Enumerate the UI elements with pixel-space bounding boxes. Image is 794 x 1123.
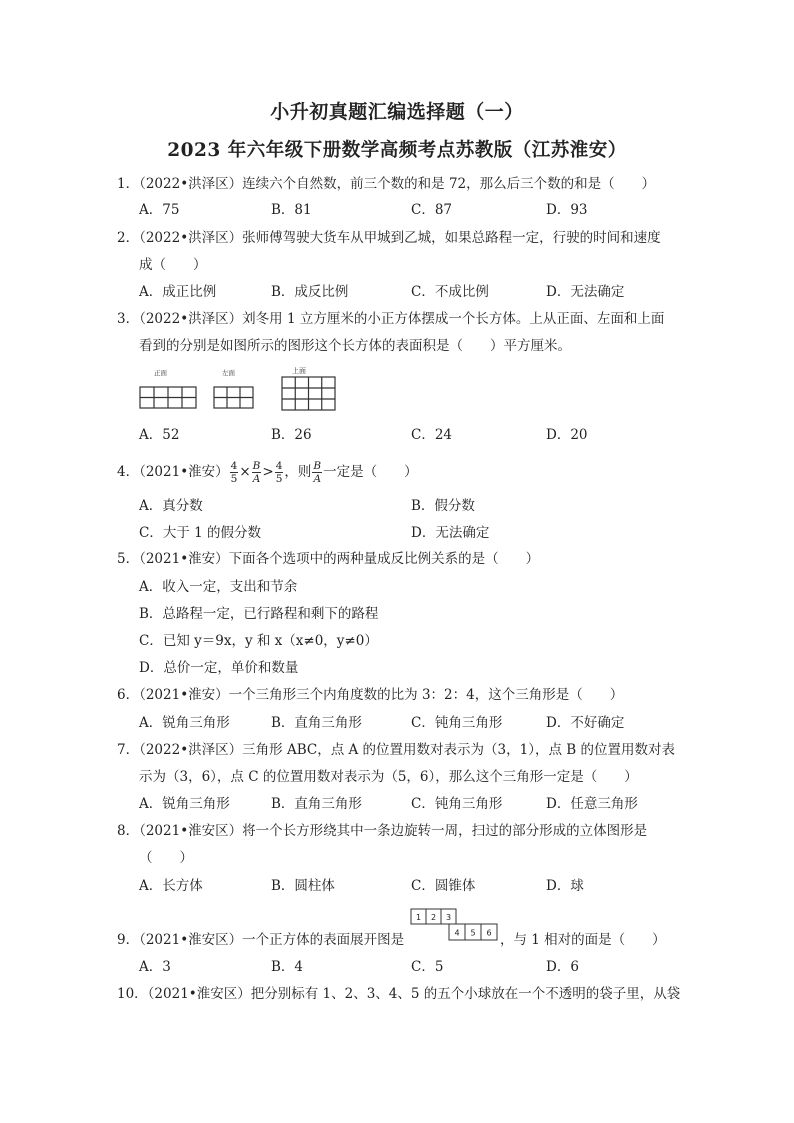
question-8-stem-line2: （ ） <box>139 850 193 866</box>
question-1-option-c: C．87 <box>411 202 453 218</box>
question-2-option-a: A．成正比例 <box>139 284 217 300</box>
fraction-b-a: $\frac{B}{A}$ <box>252 460 261 485</box>
question-3-option-a: A．52 <box>139 427 180 443</box>
page-subtitle: 2023 年六年级下册数学高频考点苏教版（江苏淮安） <box>167 140 627 161</box>
question-8-stem-line1: 8．（2021•淮安区）将一个长方形绕其中一条边旋转一周，扫过的部分形成的立体图形是 <box>117 823 648 839</box>
fraction-b-a-result: $\frac{B}{A}$ <box>313 460 322 485</box>
question-7-stem-line2: 示为（3，6），点 C 的位置用数对表示为（5，6），那么这个三角形一定是（ ） <box>139 769 638 785</box>
question-9-option-a: A．3 <box>139 959 171 975</box>
left-view-grid <box>214 387 253 408</box>
question-8-option-b: B．圆柱体 <box>271 878 335 894</box>
question-9-option-b: B．4 <box>271 959 304 975</box>
question-3-stem-line1: 3．（2022•洪泽区）刘冬用 1 立方厘米的小正方体摆成一个长方体。上从正面、左面和上面 <box>117 311 665 327</box>
net-label-2: 2 <box>430 913 437 922</box>
question-1-option-b: B．81 <box>271 202 312 218</box>
question-9-option-d: D．6 <box>546 959 579 975</box>
net-label-4: 4 <box>454 928 460 938</box>
question-3-option-b: B．26 <box>271 427 312 443</box>
net-label-6: 6 <box>486 928 492 938</box>
left-view-label: 左面 <box>222 369 235 377</box>
question-4-option-b: B．假分数 <box>411 498 475 514</box>
question-5-option-d: D．总价一定，单价和数量 <box>139 660 299 676</box>
question-7-option-c: C．钝角三角形 <box>411 796 503 812</box>
question-4-prefix: 4．（2021•淮安） <box>117 464 229 480</box>
question-2-stem-line2: 成（ ） <box>139 257 207 273</box>
question-5-option-a: A．收入一定，支出和节余 <box>139 579 298 595</box>
question-3-option-d: D．20 <box>546 427 588 443</box>
cube-net-figure <box>410 907 498 943</box>
question-8-option-a: A．长方体 <box>139 878 203 894</box>
question-3-stem-line2: 看到的分别是如图所示的图形这个长方体的表面积是（ ）平方厘米。 <box>139 338 571 354</box>
front-view-grid <box>140 387 196 408</box>
question-1-stem: 1．（2022•洪泽区）连续六个自然数，前三个数的和是 72，那么后三个数的和是（ ） <box>117 176 656 192</box>
question-6-stem: 6．（2021•淮安）一个三角形三个内角度数的比为 3：2：4，这个三角形是（ ） <box>117 687 624 703</box>
question-5-option-c: C．已知 y＝9x，y 和 x（x≠0，y≠0） <box>139 633 378 649</box>
question-5-stem: 5．（2021•淮安）下面各个选项中的两种量成反比例关系的是（ ） <box>117 551 540 567</box>
question-2-option-c: C．不成比例 <box>411 284 489 300</box>
front-view-label: 正面 <box>154 369 167 377</box>
question-7-option-d: D．任意三角形 <box>546 796 638 812</box>
question-4-option-d: D．无法确定 <box>411 525 490 541</box>
question-2-option-d: D．无法确定 <box>546 284 625 300</box>
question-8-option-c: C．圆锥体 <box>411 878 476 894</box>
question-9-stem-pre: 9．（2021•淮安区）一个正方体的表面展开图是 <box>117 932 405 948</box>
question-3-views-figure <box>136 364 336 416</box>
question-6-option-d: D．不好确定 <box>546 715 625 731</box>
net-label-5: 5 <box>470 928 476 938</box>
question-2-option-b: B．成反比例 <box>271 284 349 300</box>
question-4-option-a: A．真分数 <box>139 498 203 514</box>
top-view-label: 上面 <box>292 367 306 375</box>
fraction-4-5-rhs: $\frac{4}{5}$ <box>275 460 283 485</box>
question-3-option-c: C．24 <box>411 427 453 443</box>
question-4-option-c: C．大于 1 的假分数 <box>139 525 262 541</box>
question-1-option-d: D．93 <box>546 202 588 218</box>
question-6-option-b: B．直角三角形 <box>271 715 362 731</box>
question-7-option-a: A．锐角三角形 <box>139 796 230 812</box>
question-6-option-c: C．钝角三角形 <box>411 715 503 731</box>
net-label-1: 1 <box>415 913 422 922</box>
question-7-stem-line1: 7．（2022•洪泽区）三角形 ABC，点 A 的位置用数对表示为（3，1），点 B 的位置用数对表 <box>117 742 675 758</box>
question-5-option-b: B．总路程一定，已行路程和剩下的路程 <box>139 606 379 622</box>
fraction-4-5: $\frac{4}{5}$ <box>230 460 238 485</box>
question-6-option-a: A．锐角三角形 <box>139 715 230 731</box>
question-10-stem: 10．（2021•淮安区）把分别标有 1、2、3、4、5 的五个小球放在一个不透明的袋子里，从袋 <box>117 986 681 1002</box>
question-4-stem: 4．（2021•淮安） $\frac{4}{5}$ × $\frac{B}{A}$ > $\frac{4}{5}$ ，则 $\frac{B}{A}$ 一定是（ ） <box>117 460 418 485</box>
page-title: 小升初真题汇编选择题（一） <box>270 101 524 123</box>
question-8-option-d: D．球 <box>546 878 584 894</box>
question-9-stem-post: ，与 1 相对的面是（ ） <box>500 932 666 948</box>
top-view-grid <box>282 377 335 410</box>
question-7-option-b: B．直角三角形 <box>271 796 362 812</box>
question-2-stem-line1: 2．（2022•洪泽区）张师傅驾驶大货车从甲城到乙城，如果总路程一定，行驶的时间和速度 <box>117 230 661 246</box>
question-1-option-a: A．75 <box>139 202 180 218</box>
question-9-option-c: C．5 <box>411 959 444 975</box>
net-label-3: 3 <box>445 913 452 922</box>
